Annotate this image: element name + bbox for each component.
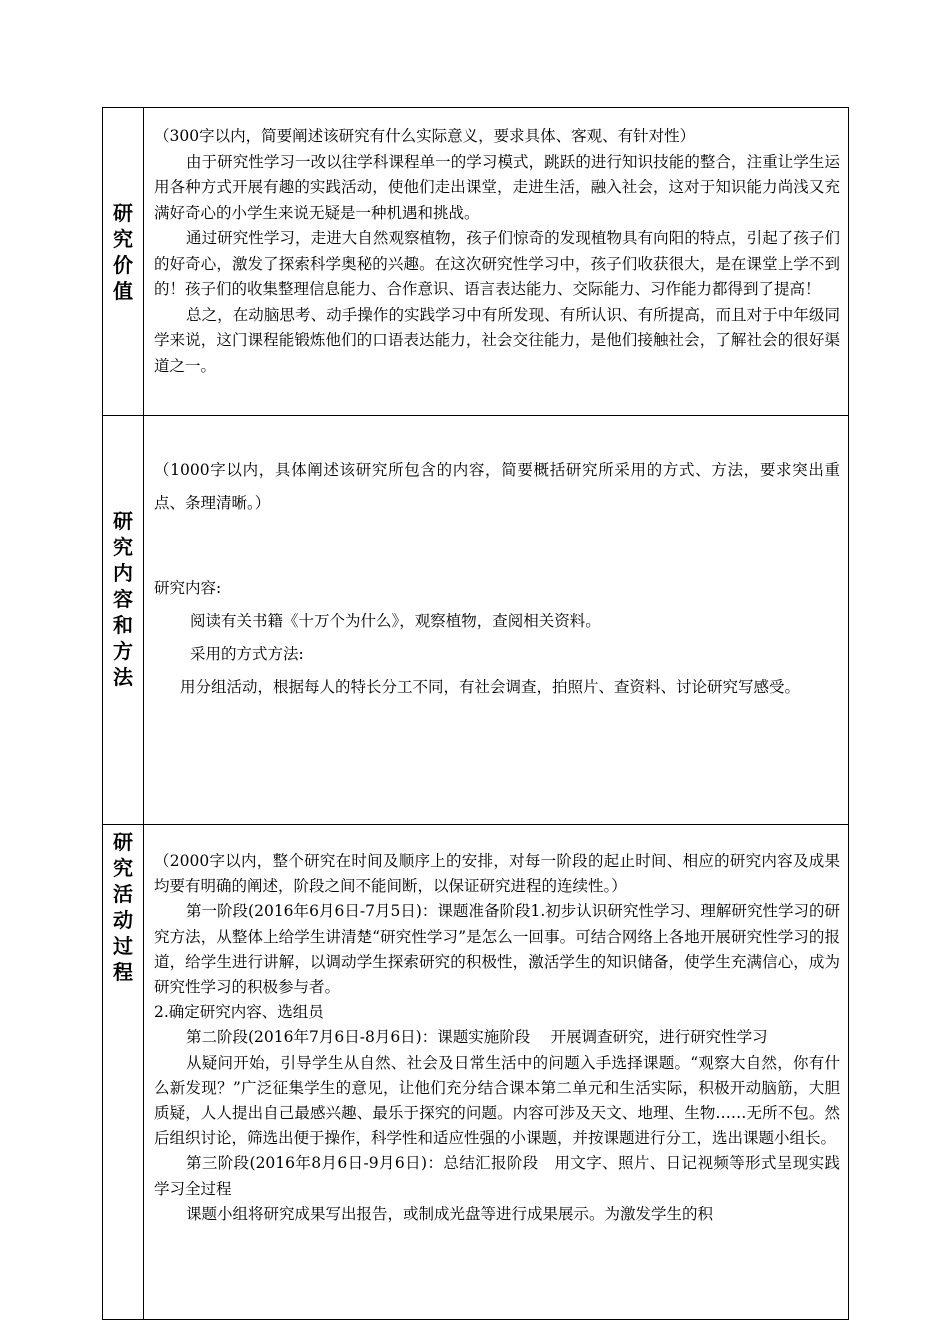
research-method-label: 研究内容和方法 xyxy=(113,509,133,689)
research-process-content xyxy=(144,825,849,1320)
research-value-paragraph: 总之，在动脑思考、动手操作的实践学习中有所发现、有所认识、有所提高，而且对于中年级同学来说，这门课程能锻炼他们的口语表达能力，社会交往能力，是他们接触社会，了解社会的很好渠道之一。 xyxy=(154,305,840,375)
process-stage-three-detail: 课题小组将研究成果写出报告，或制成光盘等进行成果展示。为激发学生的积 xyxy=(186,1204,714,1223)
application-form-table xyxy=(102,107,849,1320)
process-step-two: 2.确定研究内容、选组员 xyxy=(154,1003,324,1022)
research-content-heading: 研究内容: xyxy=(154,579,222,597)
research-method-text: 用分组活动，根据每人的特长分工不同，有社会调查，拍照片、查资料、讨论研究写感受。 xyxy=(180,678,801,696)
research-value-row xyxy=(103,108,849,416)
research-value-label: 研究价值 xyxy=(113,201,133,303)
research-process-instruction: （2000字以内，整个研究在时间及顺序上的安排，对每一阶段的起止时间、相应的研究内容及成果均要有明确的阐述，阶段之间不能间断，以保证研究进程的连续性。） xyxy=(154,852,840,896)
process-stage-two: 第二阶段(2016年7月6日-8月6日)：课题实施阶段 开展调查研究，进行研究性学习 xyxy=(186,1028,768,1047)
research-process-row xyxy=(103,825,849,1320)
research-value-paragraph: 通过研究性学习，走进大自然观察植物，孩子们惊奇的发现植物具有向阳的特点，引起了孩子们的好奇心，激发了探索科学奥秘的兴趣。在这次研究性学习中，孩子们收获很大，是在课堂上学不到的！孩子们的收集整理信息能力、合作意识、语言表达能力、交际能力、习作能力都得到了提高！ xyxy=(154,229,840,298)
research-value-paragraph: 由于研究性学习一改以往学科课程单一的学习模式，跳跃的进行知识技能的整合，注重让学生运用各种方式开展有趣的实践活动，使他们走出课堂，走进生活，融入社会，这对于知识能力尚浅又充满好奇心的小学生来说无疑是一种机遇和挑战。 xyxy=(154,152,840,222)
research-value-content xyxy=(144,108,849,416)
research-value-instruction: （300字以内，简要阐述该研究有什么实际意义，要求具体、客观、有针对性） xyxy=(154,127,696,145)
research-content-text: 阅读有关书籍《十万个为什么》，观察植物，查阅相关资料。 xyxy=(190,612,601,630)
research-method-content xyxy=(144,416,849,825)
research-method-row xyxy=(103,416,849,825)
research-process-label: 研究活动过程 xyxy=(113,830,133,984)
research-method-label-cell xyxy=(103,416,144,825)
process-stage-one: 第一阶段(2016年6月6日-7月5日)：课题准备阶段1.初步认识研究性学习、理解研究性学习的研究方法，从整体上给学生讲清楚“研究性学习”是怎么一回事。可结合网络上各地开展研究性学习的报道，给学生进行讲解，以调动学生探索研究的积极性，激活学生的知识储备，使学生充满信心，成为研究性学习的积极参与者。 xyxy=(154,902,840,997)
research-method-instruction: （1000字以内，具体阐述该研究所包含的内容，简要概括研究所采用的方式、方法，要求突出重点、条理清晰。） xyxy=(154,461,840,512)
research-method-heading: 采用的方式方法: xyxy=(190,645,304,663)
research-process-label-cell xyxy=(103,825,144,1320)
process-stage-three: 第三阶段(2016年8月6日-9月6日)：总结汇报阶段 用文字、照片、日记视频等形式呈现实践学习全过程 xyxy=(154,1154,840,1198)
process-stage-two-detail: 从疑问开始，引导学生从自然、社会及日常生活中的问题入手选择课题。“观察大自然，你有什么新发现？”广泛征集学生的意见，让他们充分结合课本第二单元和生活实际，积极开动脑筋，大胆质疑，人人提出自己最感兴趣、最乐于探究的问题。内容可涉及天文、地理、生物……无所不包。然后组织讨论，筛选出便于操作，科学性和适应性强的小课题，并按课题进行分工，选出课题小组长。 xyxy=(154,1053,840,1148)
research-value-label-cell xyxy=(103,108,144,416)
